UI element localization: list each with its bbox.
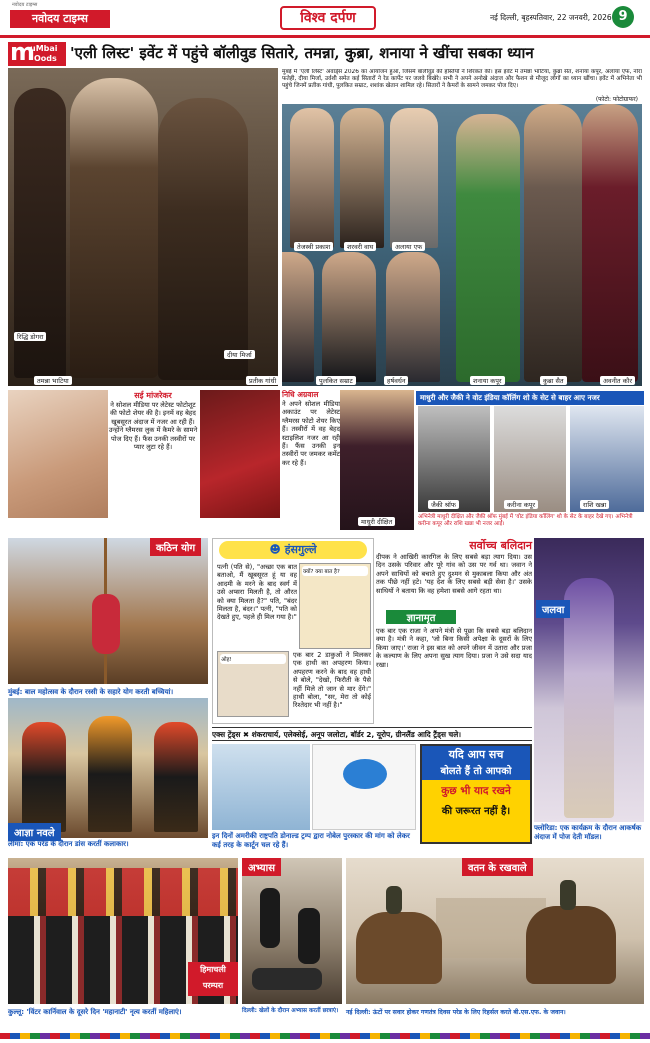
humor-box [212, 538, 374, 724]
rashi-name: राशि खन्ना [580, 500, 609, 509]
lead-headline: 'एली लिस्ट' इवेंट में पहुंचे बॉलीवुड सितारे, तमन्ना, कुब्रा, शनाया ने खींचा सबका ध्यान [70, 44, 534, 62]
name-tag-4: तेजस्वी प्रकाश [294, 242, 333, 251]
practice-figure-2 [298, 908, 320, 964]
figure-7 [456, 114, 520, 382]
practice-label: अभ्यास [242, 858, 281, 876]
himachal-women [8, 868, 238, 916]
gyan-label: ज्ञानामृत [386, 610, 456, 624]
humor-title [219, 541, 367, 559]
figure-3 [158, 98, 248, 380]
jalwa-photo [534, 538, 644, 822]
figure-9 [582, 104, 638, 382]
jalwa-label: जलवा [536, 600, 570, 618]
sai-block [108, 390, 198, 518]
lead-credit: (फोटो: फोटोग्राफर) [595, 96, 638, 103]
guards-caption: नई दिल्ली: ऊंटों पर सवार होकर गणतंत्र दिवस परेड के लिए रिहर्सल करते बी.एस.एफ. के जवान। [346, 1009, 566, 1016]
yoga-label: कठिन योग [150, 538, 201, 556]
quote-line-3: कुछ भी याद रखने [441, 785, 511, 797]
date: 22 जनवरी, 2026 [556, 13, 612, 22]
sai-title: सई मांजरेकर [134, 391, 172, 400]
jackie-photo [418, 406, 490, 512]
himachal-label [188, 962, 238, 996]
himachal-label-1: हिमाचली [200, 965, 226, 974]
cartoon-speech-2: ओह! [220, 654, 286, 664]
jackie-name: जैकी श्रॉफ [428, 500, 459, 509]
name-tag-8: पुलकित सम्राट [316, 376, 356, 385]
section-title: विश्व दर्पण [280, 6, 376, 30]
madhuri-photo [340, 390, 414, 530]
masthead-small-top: नवोदय टाइम्स [12, 2, 38, 8]
rashi-photo [570, 406, 644, 512]
logo-text1: uMbai [30, 44, 58, 53]
name-tag-12: अवनीत कौर [600, 376, 635, 385]
guards-photo [346, 858, 644, 1004]
sacrifice-text2: एक बार एक राजा ने अपने मंत्री से पूछा कि सबसे बड़ा बलिदान क्या है। मंत्री ने कहा, 'जो बिना किसी अपेक्षा के दूसरों के लिए किया जाए।' राजा ने इस बात को अपने जीवन में उतारा और प्रजा के कल्याण के लिए अपना सुख त्याग दिया। प्रजा ने उसे सदा याद रखा। [376, 627, 532, 669]
lead-photo-right [282, 104, 642, 386]
mumbai-logo [8, 38, 66, 66]
cartoon-1 [299, 563, 371, 649]
practice-photo [242, 858, 342, 1004]
masthead [0, 0, 650, 38]
name-tag-11: कुब्रा सैत [540, 376, 567, 385]
quote-box [420, 744, 532, 844]
madhuri-name: माधुरी दीक्षित [358, 517, 395, 526]
practice-caption: दिल्ली: खेलों के दौरान अभ्यास करतीं छात्राएं। [242, 1008, 339, 1014]
dateline: नई दिल्ली, बृहस्पतिवार [490, 13, 553, 22]
paper-name: नवोदय टाइम्स [10, 10, 110, 28]
smile-icon: ☻ [269, 543, 285, 556]
yoga-figure [92, 594, 120, 654]
lead-photo-text-block [282, 68, 642, 104]
himachal-label-2: परम्परा [202, 981, 224, 990]
sacrifice-title: सर्वोच्च बलिदान [469, 539, 532, 552]
name-tag-5: शरवरी वाघ [344, 242, 376, 251]
figure-11 [322, 252, 376, 382]
name-tag-6: अलाया एफ [392, 242, 425, 251]
quote-line-2: बोलते हैं तो आपको [422, 764, 530, 780]
lead-body: मुंबई में 'एली लिस्ट' अवॉर्ड्स 2026 का आयोजन हुआ, जिसमें बॉलीवुड की हस्तियों ने शिरकत की। इस इवेंट में तमन्ना भाटिया, कुब्रा सैत, शनाया कपूर, अलाया एफ, नोरा फतेही, दीया मिर्जा, उर्वशी समेत कई सितारों ने रेड कार्पेट पर जलवे बिखेरे। सभी ने अपने अनोखे अंदाज और फैशन से मौजूद लोगों का ध्यान खींचा। इवेंट में अभिनेता भी पहुंचे जिनमें प्रतीक गांधी, पुलकित सम्राट, शशांक खेतान शामिल रहे। सितारों ने कैमरों के सामने जमकर पोज दिए। [282, 69, 642, 89]
yoga-caption: मुंबई: बाल महोत्सव के दौरान रस्सी के सहारे योग करती बच्चियां। [8, 688, 174, 696]
cartoon-caption: इन दिनों अमरीकी राष्ट्रपति डोनाल्ड ट्रम्प द्वारा नोबेल पुरस्कार की मांग को लेकर कई तरह के कार्टून चल रहे हैं। [212, 832, 410, 849]
parade-caption: लीमा: एक परेड के दौरान डांस करतीं कलाकार। [8, 840, 129, 848]
dancer-1 [22, 722, 66, 832]
nidhi-text: ने अपने सोशल मीडिया अकाउंट पर लेटेस्ट ग्लैमरस फोटो शेयर किए हैं। तस्वीरों में वह बेहद स्टाइलिश नजर आ रही हैं। फैंस उनकी इन तस्वीरों पर जमकर कमेंट कर रहे हैं। [282, 400, 340, 467]
camel-2 [526, 906, 616, 984]
news-title: माधुरी और जैकी ने वोट इंडिया कॉलिंग शो के सेट से बाहर आए नजर [416, 391, 644, 405]
cartoon-trump-1 [212, 744, 310, 830]
figure-4 [290, 108, 334, 248]
cartoon-speech-1: क्यों? क्या बात है? [302, 566, 368, 576]
figure-8 [524, 104, 582, 382]
name-tag-7: प्रतीक गांधी [246, 376, 279, 385]
quote-line-1: यदि आप सच [422, 746, 530, 764]
figure-5 [340, 108, 384, 248]
dateline-wrap: नई दिल्ली, बृहस्पतिवार, 22 जनवरी, 2026 [490, 13, 612, 22]
logo-m: m [10, 38, 36, 66]
cartoon-2 [217, 651, 289, 717]
guards-label: वतन के रखवाले [462, 858, 533, 876]
dancer-3 [154, 722, 198, 832]
figure-10 [282, 252, 314, 382]
nidhi-title: निधि अग्रवाल [282, 390, 319, 399]
name-tag-9: हर्षवर्धन [384, 376, 408, 385]
jalwa-figure [564, 578, 614, 818]
figure-12 [386, 252, 440, 382]
joke-2: एक बार 2 डाकुओं ने मिलकर एक हाथी का अपहरण किया। अपहरण करने के बाद वह हाथी से बोले, "देखो, फिरौती के पैसे नहीं मिले तो जान से मार देंगे।" हाथी बोला, "सर, मेरा तो कोई रिश्तेदार भी नहीं है।" [293, 651, 371, 710]
sai-text: ने सोशल मीडिया पर लेटेस्ट फोटोशूट की फोटो शेयर की है। इनमें वह बेहद खूबसूरत अंदाज में नजर आ रही हैं। उन्होंने ग्लैमरस लुक में कैमरे के सामने पोज दिए हैं। फैंस उनकी तस्वीरों पर प्यार लुटा रहे हैं। [108, 401, 198, 452]
sai-photo [8, 390, 108, 518]
cartoon-trump-2 [312, 744, 416, 830]
rider-2 [560, 880, 576, 910]
figure-2 [70, 78, 158, 378]
color-strip-bottom [0, 1033, 650, 1039]
sacrifice-text: दीपक ने आखिरी कारगिल के लिए सबसे बड़ा त्याग दिया। उस दिन उसके परिवार और पूरे गांव को उस पर गर्व था। जवान ने अपने साथियों को बचाते हुए दुश्मन से मुकाबला किया और अंत तक पीछे नहीं हटे। 'यह देश के लिए सबसे बड़ी सेवा है।' उसके साथियों ने बताया कि वह हमेशा सबसे आगे रहता था। [376, 553, 532, 595]
lead-photo-left [8, 68, 278, 386]
nidhi-photo [200, 390, 280, 518]
sacrifice-box [376, 538, 532, 724]
dancer-2 [88, 716, 132, 832]
parade-label: आज्ञा नवले [8, 823, 61, 841]
jalwa-caption: फ्लोरिडा: एक कार्यक्रम के दौरान आकर्षक अंदाज में पोज देती मॉडल। [534, 824, 642, 841]
parade-photo [8, 698, 208, 838]
yoga-photo [8, 538, 208, 684]
quote-line-4: की जरूरत नहीं है। [441, 806, 511, 817]
nidhi-block [282, 390, 340, 518]
joke-1: पत्नी (पति से), "अच्छा एक बात बताओ, मैं खूबसूरत हूं या वह आदमी के मरने के बाद स्वर्ग में उसे अप्सरा मिलती है, तो औरत को क्या मिलता है?" पति, "बंदर मिलता है, बंदर।" पत्नी, "पति को देखते हुए, पहले ही मिल गया है।" [217, 563, 297, 622]
practice-figure-1 [260, 888, 280, 948]
trends-ticker: एक्स ट्रेंड्स ✖ शंकराचार्य, एलेक्सेई, अनूप जलोटा, बॉर्डर 2, यूरोप, ग्रीनलैंड आदि ट्रैंड्स चले। [212, 727, 532, 741]
practice-figure-3 [252, 968, 322, 990]
rider-1 [386, 886, 402, 914]
humor-title-text: हंसगुल्ले [284, 543, 317, 556]
camel-1 [356, 912, 442, 984]
logo-text2: Oods [34, 54, 57, 63]
name-tag-1: रिद्धि डोगरा [14, 332, 46, 341]
figure-6 [390, 108, 438, 248]
kareena-name: करीना कपूर [504, 500, 538, 509]
name-tag-10: शनाया कपूर [470, 376, 505, 385]
name-tag-3: दीया मिर्जा [224, 350, 255, 359]
himachal-caption: कुल्लू: 'विंटर कार्निवाल के दूसरे दिन 'महानाटी' नृत्य करतीं महिलाएं। [8, 1008, 182, 1016]
kareena-photo [494, 406, 566, 512]
cartoon-figure [343, 759, 387, 789]
page-number: 9 [612, 6, 634, 28]
news-caption: अभिनेत्री माधुरी दीक्षित और जैकी श्रॉफ मुंबई में 'वोट इंडिया कॉलिंग' शो के सेट के बाहर देखे गए। अभिनेत्री करीना कपूर और राशि खन्ना भी नजर आईं। [418, 514, 633, 527]
name-tag-2: तमन्ना भाटिया [34, 376, 72, 385]
